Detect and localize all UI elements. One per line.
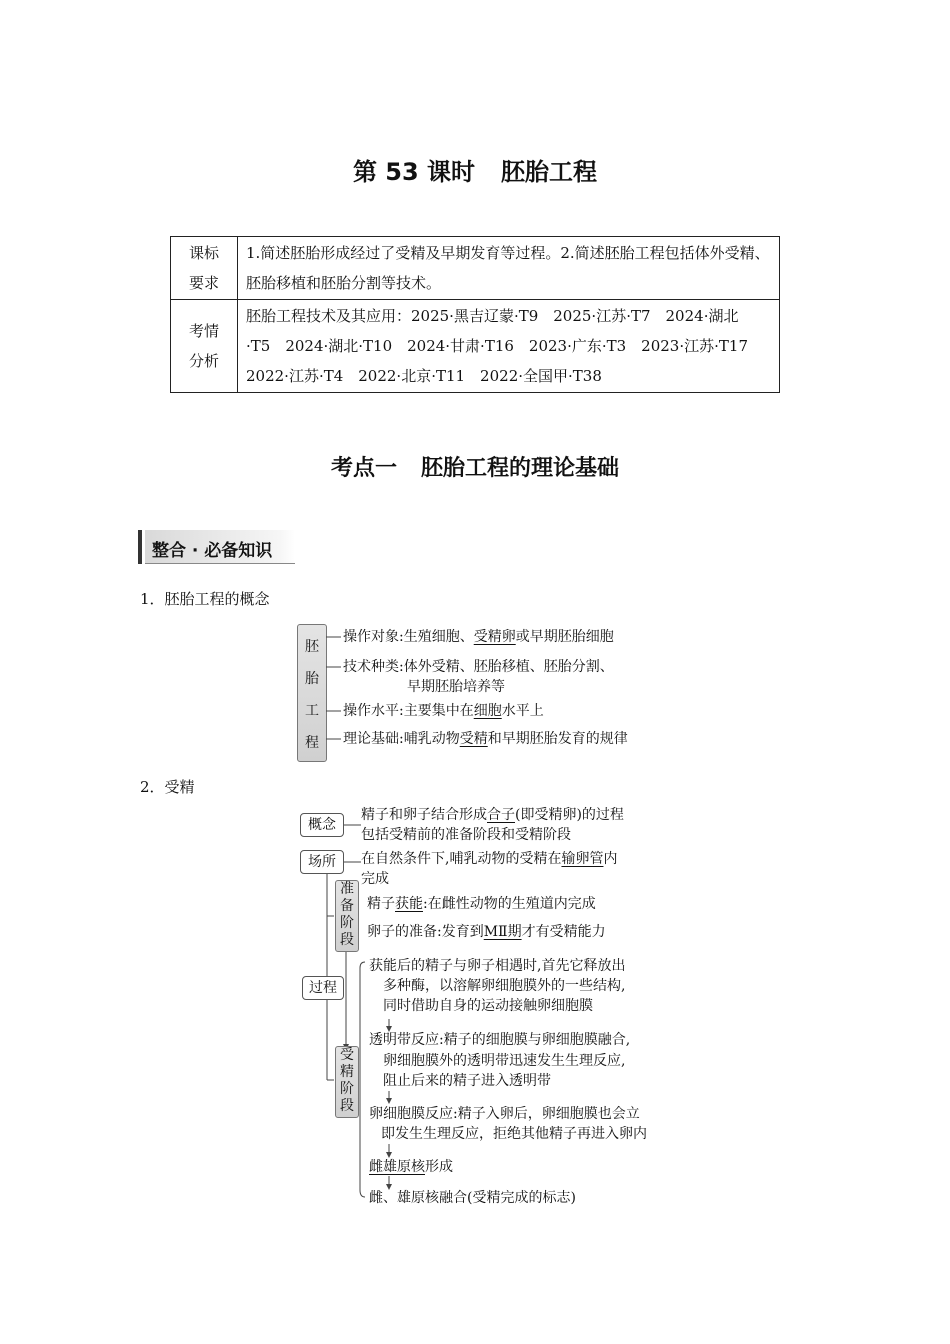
fert-line: 即发生生理反应，拒绝其他精子再进入卵内	[381, 1126, 647, 1142]
row-body: 1.简述胚胎形成经过了受精及早期发育等过程。2.简述胚胎工程包括体外受精、胚胎移植和胚胎分割等技术。	[238, 237, 780, 300]
fert-line: 透明带反应:精子的细胞膜与卵细胞膜融合,	[369, 1032, 631, 1048]
label-site: 场所	[300, 850, 344, 874]
item-techniques: 技术种类:体外受精、胚胎移植、胚胎分割、	[343, 659, 614, 675]
row-body: 胚胎工程技术及其应用：2025·黑吉辽蒙·T9 2025·江苏·T7 2024·湖北 ·T5 2024·湖北·T10 2024·甘肃·T16 2023·广东·T3 2023·江苏·T17 2022·江苏·T4 2022·北京·T11 2022·全国甲·T38	[238, 300, 780, 393]
fert-line: 阻止后来的精子进入透明带	[383, 1073, 551, 1089]
concept-line: 包括受精前的准备阶段和受精阶段	[361, 827, 571, 843]
lesson-number: 第 53 课时	[352, 158, 476, 186]
fert-stage-box: 受 精 阶 段	[335, 1046, 359, 1118]
prep-line: 卵子的准备:发育到MⅡ期才有受精能力	[367, 924, 606, 940]
section-heading: 考点一 胚胎工程的理论基础	[330, 456, 620, 481]
row-header: 课标 要求	[171, 237, 238, 300]
fert-line: 同时借助自身的运动接触卵细胞膜	[383, 998, 593, 1014]
lesson-topic: 胚胎工程	[501, 158, 598, 186]
fert-line: 雌雄原核形成	[369, 1159, 453, 1175]
item-operation-object: 操作对象:生殖细胞、受精卵或早期胚胎细胞	[343, 629, 614, 645]
row-header: 考情 分析	[171, 300, 238, 393]
fert-line: 卵细胞膜反应:精子入卵后，卵细胞膜也会立	[369, 1106, 640, 1122]
embryo-engineering-box: 胚 胎 工 程	[297, 624, 327, 762]
prep-stage-box: 准 备 阶 段	[335, 880, 359, 952]
site-line: 完成	[361, 871, 389, 887]
prep-line: 精子获能:在雌性动物的生殖道内完成	[367, 896, 596, 912]
fert-line: 多种酶，以溶解卵细胞膜外的一些结构,	[383, 978, 626, 994]
fert-line: 获能后的精子与卵子相遇时,首先它释放出	[369, 958, 626, 974]
item-theory-basis: 理论基础:哺乳动物受精和早期胚胎发育的规律	[343, 731, 628, 747]
section2-label: 2．受精	[140, 778, 195, 796]
item-techniques-cont: 早期胚胎培养等	[407, 679, 505, 695]
site-line: 在自然条件下,哺乳动物的受精在输卵管内	[361, 851, 618, 867]
fert-line: 雌、雄原核融合(受精完成的标志)	[369, 1190, 576, 1206]
label-process: 过程	[302, 976, 344, 1000]
item-operation-level: 操作水平:主要集中在细胞水平上	[343, 703, 544, 719]
concept-line: 精子和卵子结合形成合子(即受精卵)的过程	[361, 807, 624, 823]
section1-label: 1．胚胎工程的概念	[140, 590, 270, 608]
label-concept: 概念	[300, 813, 344, 837]
banner-text: 整合 · 必备知识	[152, 541, 273, 561]
fert-line: 卵细胞膜外的透明带迅速发生生理反应,	[383, 1053, 626, 1069]
